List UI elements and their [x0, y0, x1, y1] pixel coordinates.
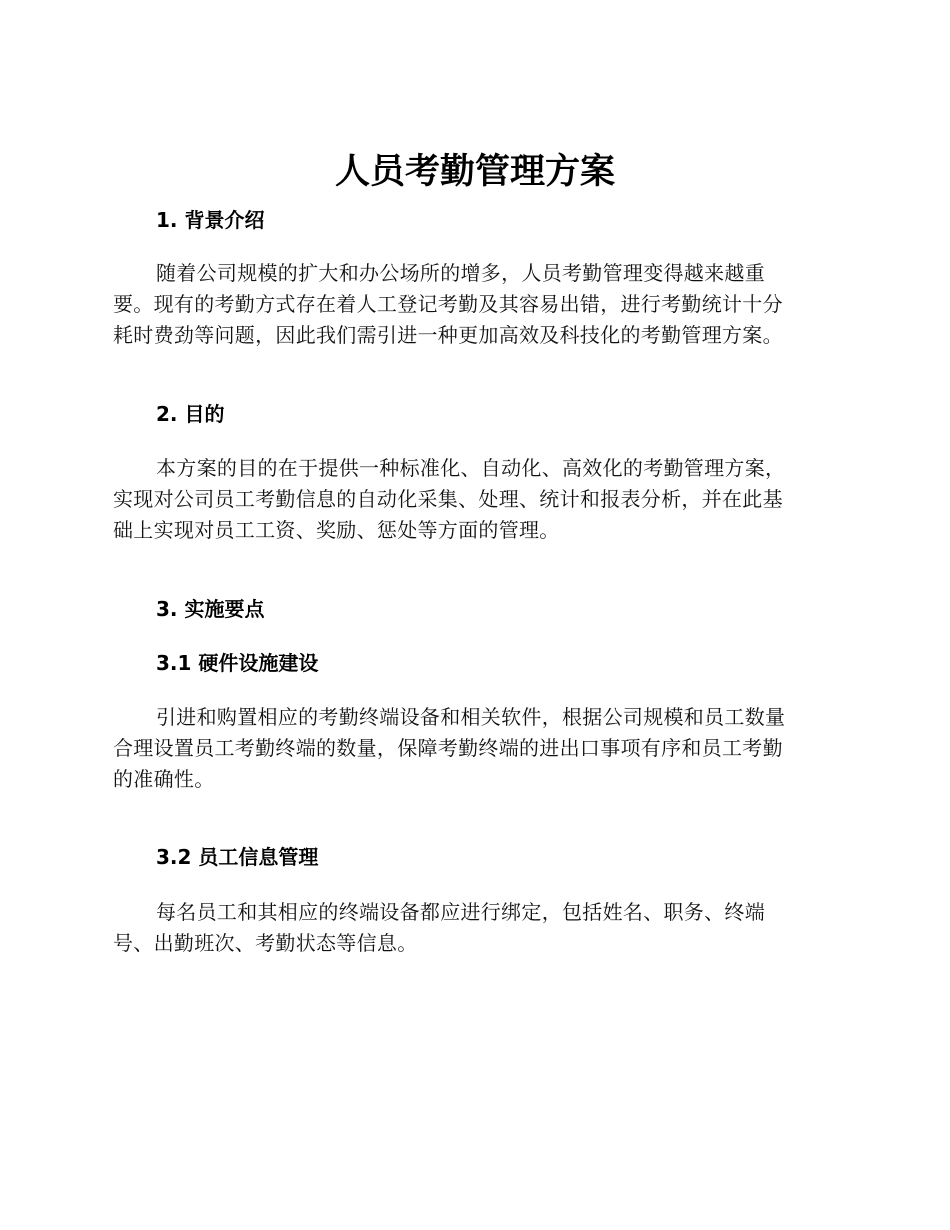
section-heading-implementation: 3. 实施要点 — [156, 597, 265, 621]
section-paragraph-background — [113, 258, 853, 351]
section-paragraph-hardware — [113, 702, 853, 795]
paragraph-line: 耗时费劲等问题，因此我们需引进一种更加高效及科技化的考勤管理方案。 — [113, 323, 783, 347]
section-heading-employee-info: 3.2 员工信息管理 — [156, 845, 319, 869]
section-heading-hardware: 3.1 硬件设施建设 — [156, 651, 319, 675]
paragraph-line: 号、出勤班次、考勤状态等信息。 — [113, 931, 418, 955]
paragraph-line: 要。现有的考勤方式存在着人工登记考勤及其容易出错，进行考勤统计十分 — [113, 292, 783, 316]
section-heading-background: 1. 背景介绍 — [156, 208, 265, 232]
paragraph-line: 的准确性。 — [113, 767, 215, 791]
paragraph-line: 实现对公司员工考勤信息的自动化采集、处理、统计和报表分析，并在此基 — [113, 487, 783, 511]
paragraph-line: 引进和购置相应的考勤终端设备和相关软件，根据公司规模和员工数量 — [156, 705, 786, 729]
paragraph-line: 每名员工和其相应的终端设备都应进行绑定，包括姓名、职务、终端 — [156, 900, 765, 924]
paragraph-line: 本方案的目的在于提供一种标准化、自动化、高效化的考勤管理方案， — [156, 456, 786, 480]
section-paragraph-purpose — [113, 453, 853, 546]
paragraph-line: 础上实现对员工工资、奖励、惩处等方面的管理。 — [113, 518, 560, 542]
document-title: 人员考勤管理方案 — [334, 152, 615, 192]
section-paragraph-employee-info — [113, 897, 853, 959]
paragraph-line: 合理设置员工考勤终端的数量，保障考勤终端的进出口事项有序和员工考勤 — [113, 736, 783, 760]
paragraph-line: 随着公司规模的扩大和办公场所的增多，人员考勤管理变得越来越重 — [156, 261, 765, 285]
section-heading-purpose: 2. 目的 — [156, 402, 225, 426]
